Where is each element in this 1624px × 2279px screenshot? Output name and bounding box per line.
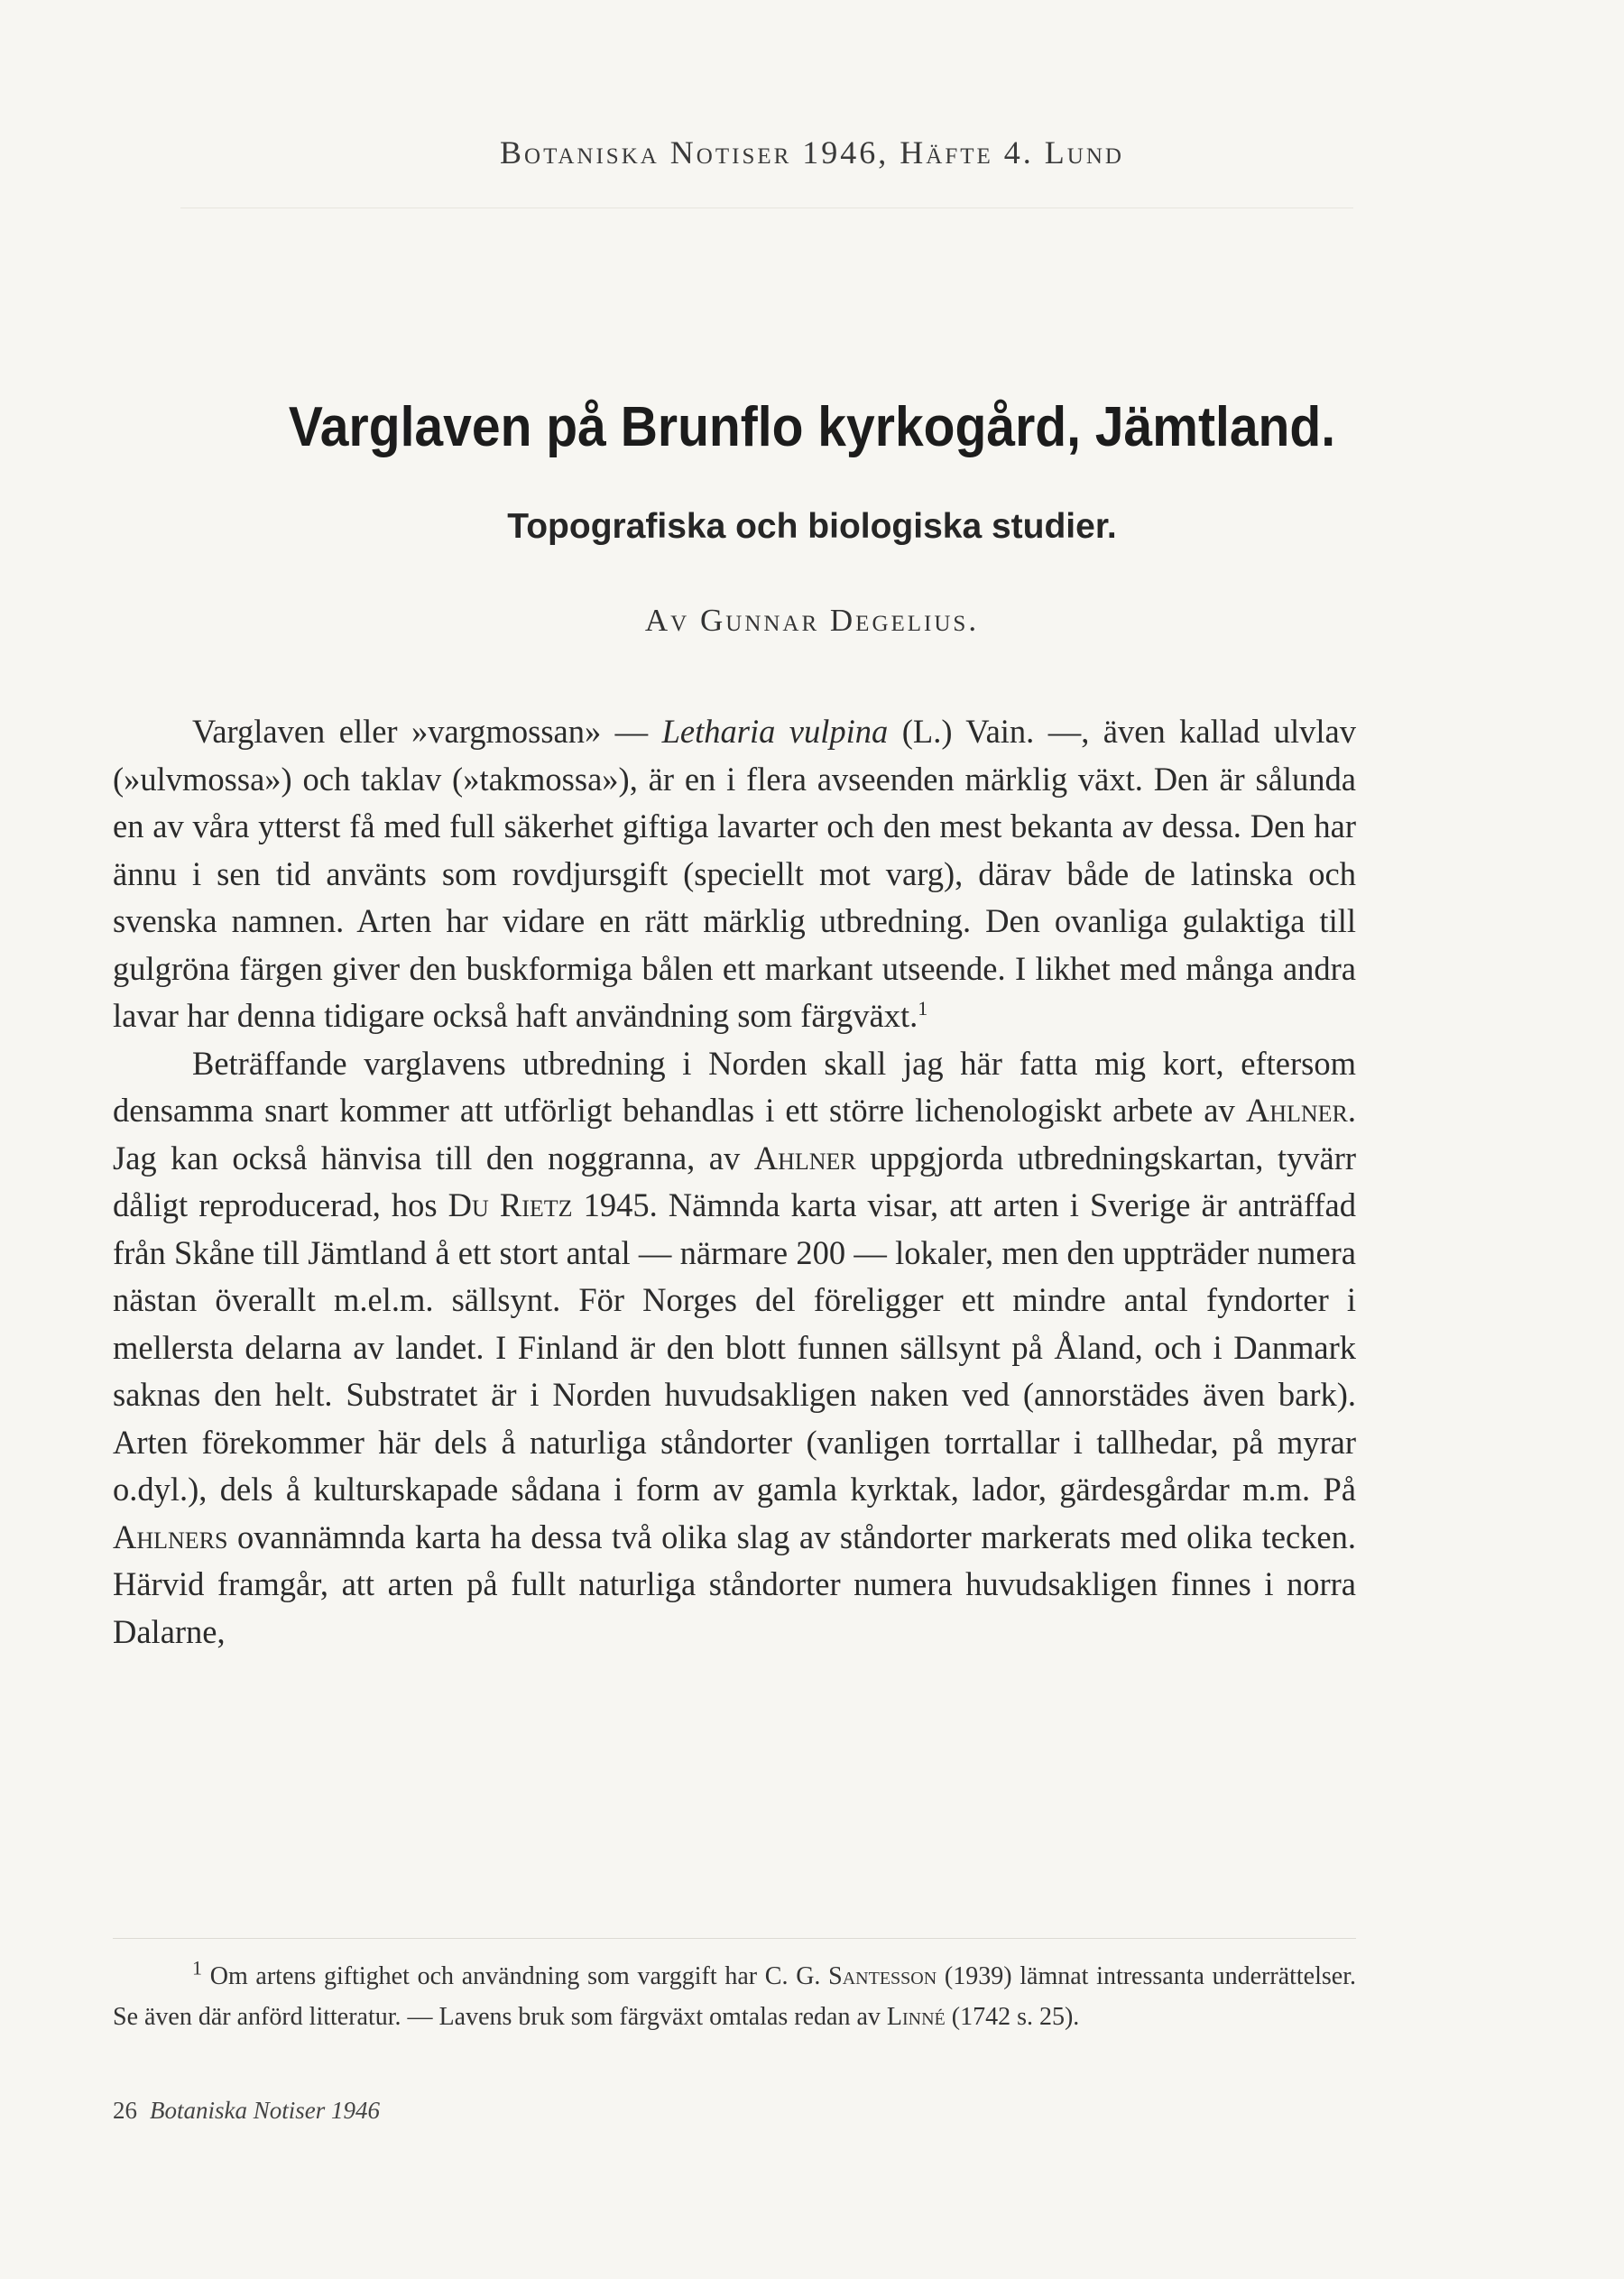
- paragraph-1: [113, 708, 1356, 1040]
- journal-name: Botaniska Notiser 1946: [150, 2097, 380, 2124]
- footnote: [113, 1956, 1356, 2037]
- running-head: Botaniska Notiser 1946, Häfte 4. Lund: [500, 134, 1124, 171]
- p2-text-a: Beträffande varglavens utbredning i Norden skall jag här fatta mig kort, eftersom densamma snart kommer att utförligt behandlas i ett större lichenologiskt arbete av: [113, 1044, 1356, 1129]
- author-ref-santesson: Santesson: [828, 1962, 937, 1990]
- article-author: Av Gunnar Degelius.: [644, 603, 980, 638]
- author-ref-ahlner-2: Ahlner: [753, 1139, 856, 1176]
- footnote-text-b: (1939) lämnat intressanta underrättelser. Se även där anförd litteratur. — Lavens bruk som färgväxt omtalas redan av: [113, 1962, 1356, 2031]
- page-number: 26: [113, 2097, 137, 2124]
- article-title: Varglaven på Brunflo kyrkogård, Jämtland.: [288, 396, 1336, 458]
- p2-text-c: uppgjorda utbredningskartan, tyvärr dåligt reproducerad, hos: [113, 1139, 1357, 1223]
- footnote-text-a: Om artens giftighet och användning som varggift har C. G.: [202, 1962, 829, 1990]
- author-ref-linne: Linné: [886, 2003, 946, 2031]
- article-subtitle: Topografiska och biologiska studier.: [507, 507, 1117, 546]
- p2-text-e: ovannämnda karta ha dessa två olika slag av ståndorter markerats med olika tecken. Härvid framgår, att arten på fullt naturliga ståndorter numera huvudsakligen finnes i norra Dalarne,: [113, 1518, 1356, 1650]
- author-ref-ahlner: Ahlner: [1245, 1092, 1348, 1129]
- species-name: Letharia vulpina: [661, 713, 889, 750]
- page-footer: [113, 2097, 380, 2125]
- p2-text-d: 1945. Nämnda karta visar, att arten i Sverige är anträffad från Skåne till Jämtland å ett stort antal — närmare 200 — lokaler, men den uppträder numera nästan överallt m.el.m. sällsynt. För Norges del föreligger ett mindre antal fyndorter i mellersta delarna av landet. I Finland är den blott funnen sällsynt på Åland, och i Danmark saknas den helt. Substratet är i Norden huvudsakligen naken ved (annorstädes även bark). Arten förekommer här dels å naturliga ståndorter (vanligen torrtallar i tallhedar, på myrar o.dyl.), dels å kulturskapade sådana i form av gamla kyrktak, lador, gärdesgårdar m.m. På: [113, 1186, 1356, 1508]
- footnote-rule: [113, 1938, 1356, 1939]
- p2-text-b: . Jag kan också hänvisa till den noggranna, av: [113, 1092, 1356, 1176]
- author-ref-du-rietz: Du Rietz: [448, 1186, 573, 1223]
- footnote-marker: 1: [192, 1956, 202, 1979]
- footnote-text-c: (1742 s. 25).: [945, 2003, 1080, 2031]
- p1-text-a: Varglaven eller »vargmossan» —: [192, 713, 662, 750]
- p1-text-b: (L.) Vain. —, även kallad ulvlav (»ulvmossa») och taklav (»takmossa»), är en i flera avseenden märklig växt. Den är sålunda en av våra ytterst få med full säkerhet giftiga lavarter och den mest bekanta av dessa. Den har ännu i sen tid använts som rovdjursgift (speciellt mot varg), därav både de latinska och svenska namnen. Arten har vidare en rätt märklig utbredning. Den ovanliga gulaktiga till gulgröna färgen giver den buskformiga bålen ett markant utseende. I likhet med många andra lavar har denna tidigare också haft användning som färgväxt.: [113, 713, 1357, 1034]
- author-ref-ahlners: Ahlners: [113, 1518, 228, 1555]
- footnote-reference: 1: [918, 996, 928, 1020]
- article-body: [113, 708, 1356, 1656]
- paragraph-2: [113, 1040, 1356, 1656]
